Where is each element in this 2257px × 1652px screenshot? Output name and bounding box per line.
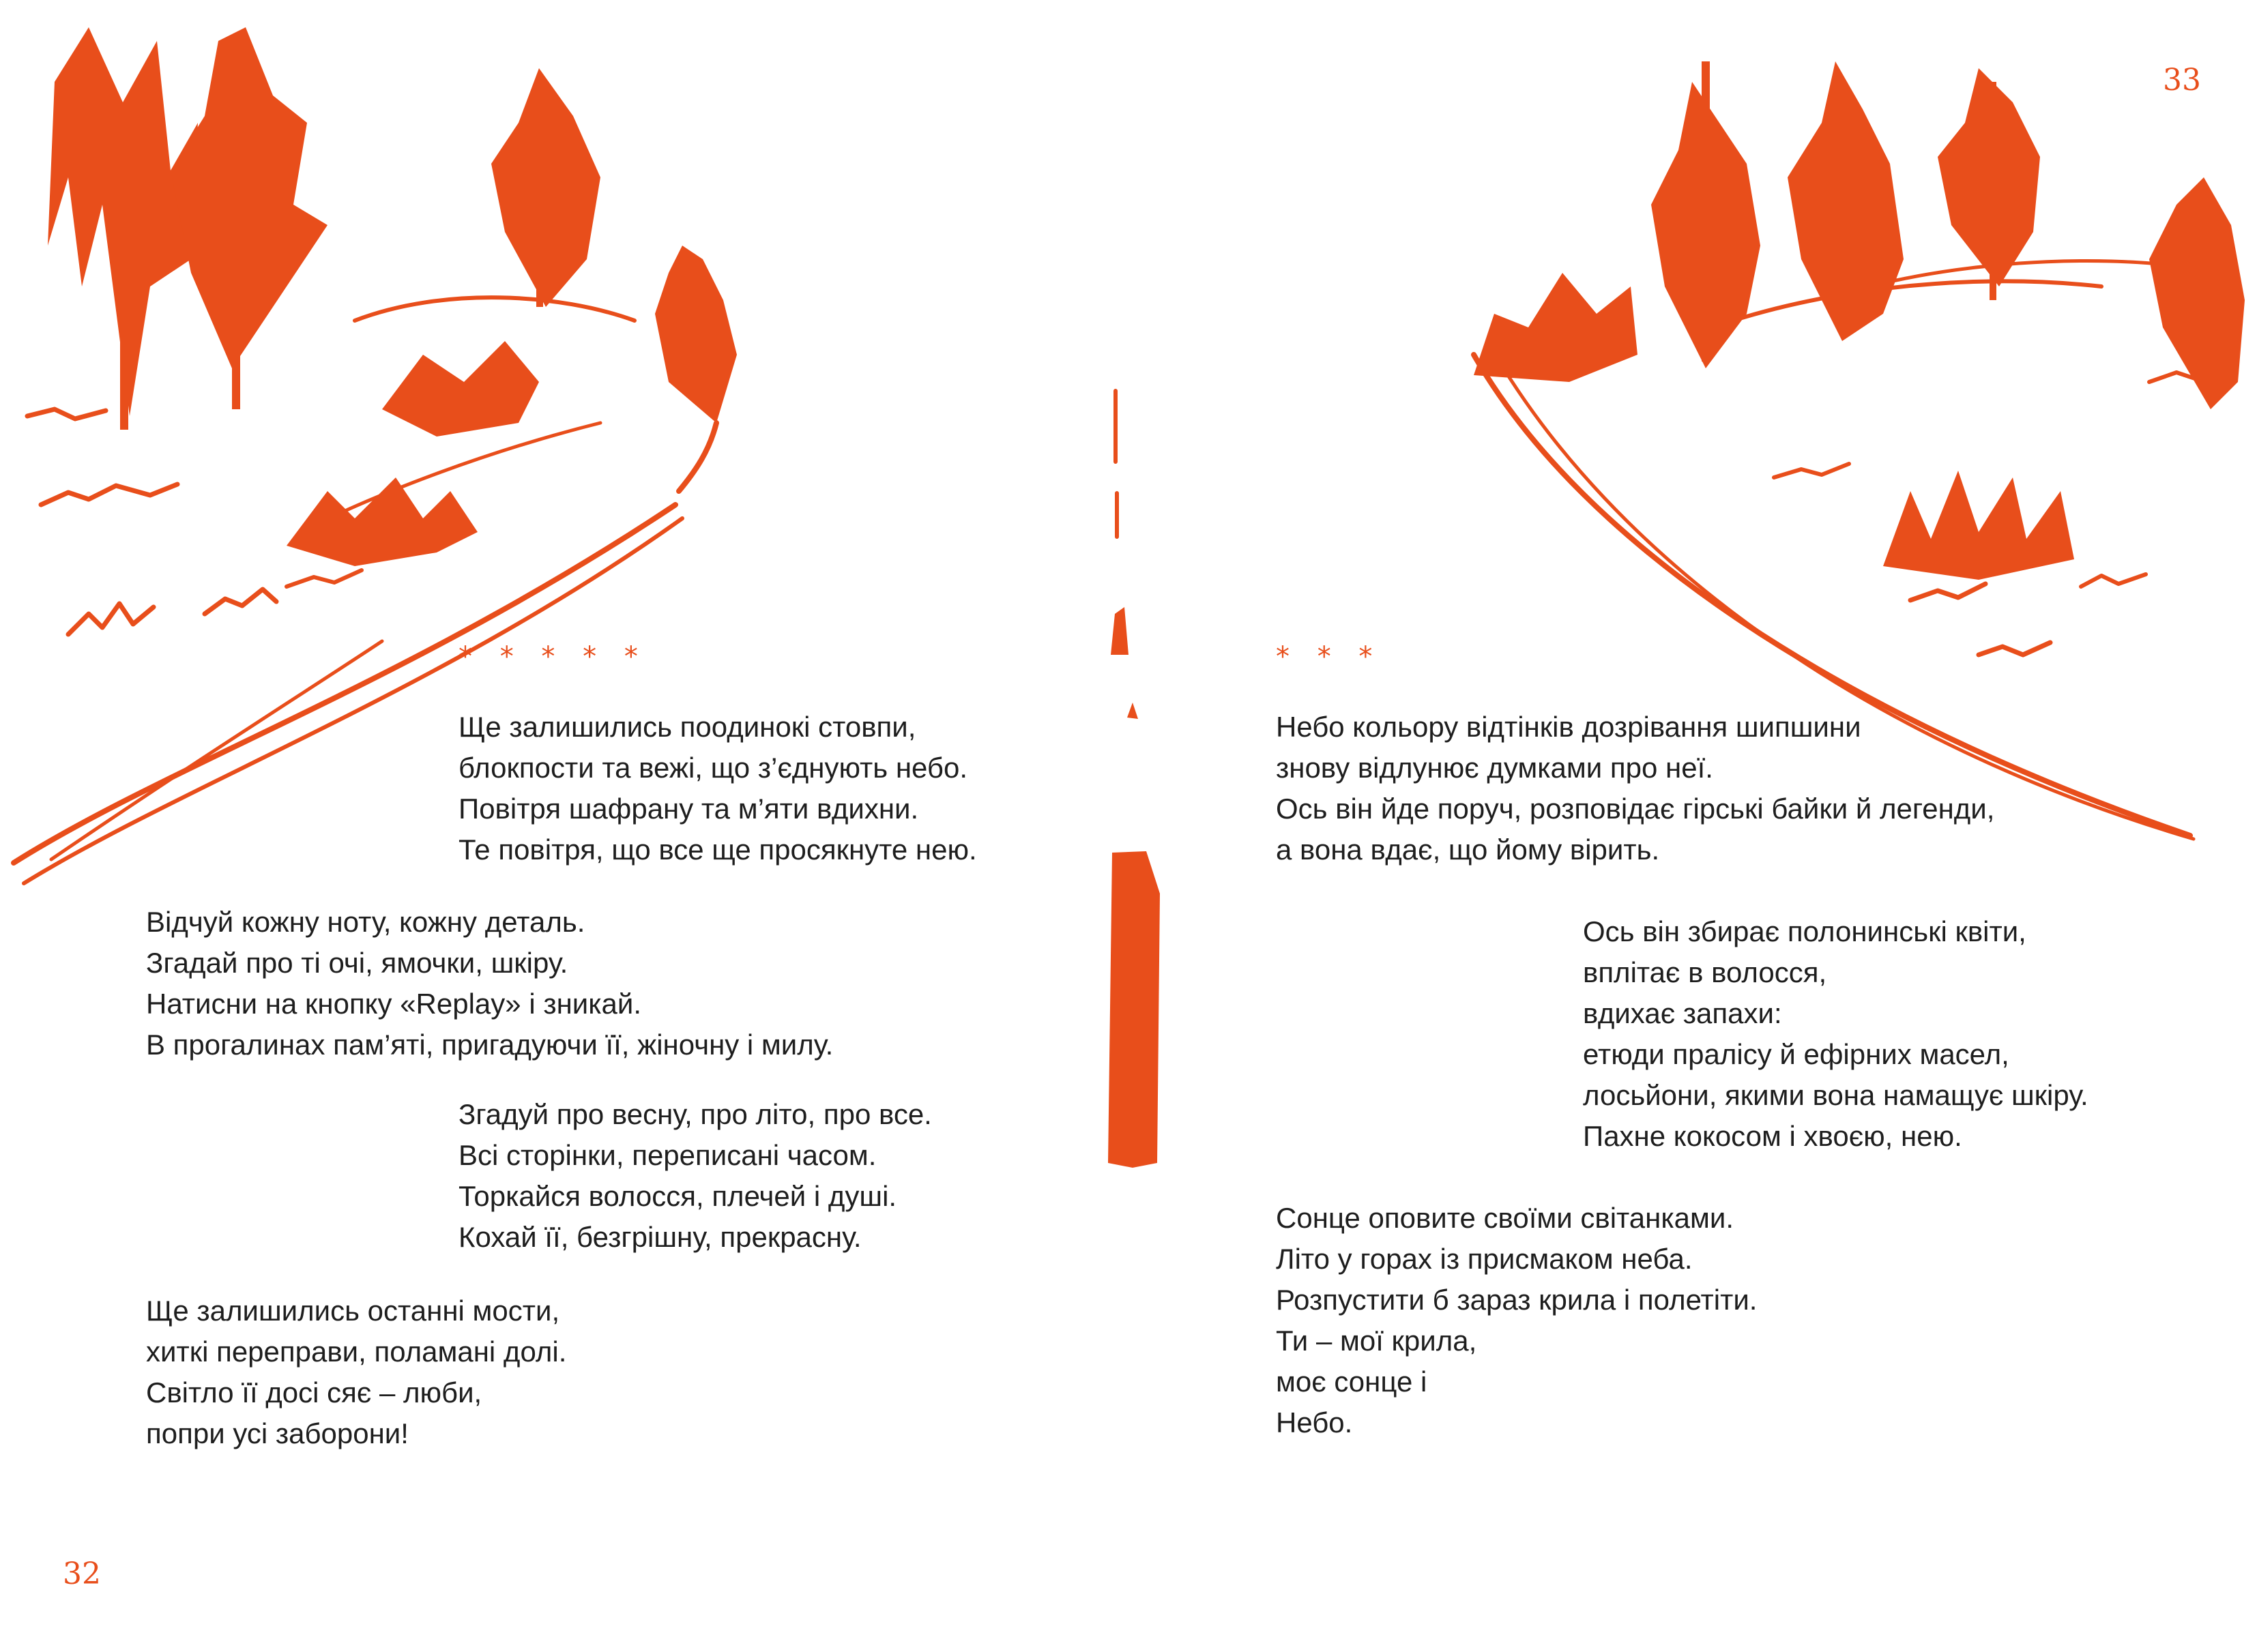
- poem-line: Кохай її, безгрішну, прекрасну.: [458, 1221, 862, 1253]
- poem-line: Повітря шафрану та м’яти вдихни.: [458, 793, 919, 825]
- poem-line: Пахне кокосом і хвоєю, нею.: [1583, 1120, 1962, 1152]
- left-stanza-4: [146, 1290, 566, 1454]
- left-hill-line-icon: [355, 297, 635, 321]
- tree-trunk-icon: [120, 205, 128, 430]
- poem-line: Світло її досі сяє – люби,: [146, 1376, 482, 1408]
- poem-line: знову відлунює думками про неї.: [1276, 752, 1713, 784]
- grass-tuft-icon: [1883, 471, 2074, 580]
- grass-stroke-icon: [205, 589, 276, 614]
- grass-stroke-icon: [287, 570, 362, 587]
- poem-line: Небо.: [1276, 1406, 1353, 1439]
- poem-line: Всі сторінки, переписані часом.: [458, 1139, 877, 1171]
- poem-line: моє сонце і: [1276, 1366, 1427, 1398]
- road-divider-mark-icon: [1113, 389, 1118, 464]
- grass-stroke-icon: [2149, 372, 2197, 382]
- bush-icon: [382, 341, 539, 437]
- poem-line: попри усі заборони!: [146, 1417, 409, 1449]
- spruce-tree-icon: [655, 246, 737, 423]
- poem-line: Ще залишились поодинокі стовпи,: [458, 711, 916, 743]
- poem-line: Сонце оповите своїми світанками.: [1276, 1202, 1734, 1234]
- pine-tree-icon: [1788, 61, 1904, 341]
- left-stanza-3: [458, 1094, 932, 1258]
- grass-stroke-icon: [1910, 584, 1985, 600]
- left-stanza-1: [458, 707, 977, 870]
- poem-line: Відчуй кожну ноту, кожну деталь.: [146, 906, 585, 938]
- poem-line: етюди пралісу й ефірних масел,: [1583, 1038, 2009, 1070]
- left-road-edge-icon: [51, 641, 382, 859]
- poem-line: Згадай про ті очі, ямочки, шкіру.: [146, 947, 568, 979]
- poem-line: Літо у горах із присмаком неба.: [1276, 1243, 1693, 1275]
- left-stanza-2: [146, 902, 833, 1065]
- grass-stroke-icon: [2081, 574, 2146, 587]
- poem-line: вплітає в волосся,: [1583, 956, 1827, 988]
- left-section-mark: * * * * *: [458, 641, 647, 673]
- tree-trunk-icon: [1990, 82, 1996, 300]
- poem-line: Ти – мої крила,: [1276, 1325, 1477, 1357]
- tree-trunk-icon: [232, 55, 240, 409]
- bush-icon: [287, 477, 478, 566]
- pine-tree-icon: [491, 68, 600, 307]
- left-path-edge-icon: [679, 423, 716, 491]
- pine-tree-icon: [1938, 68, 2040, 286]
- pine-tree-icon: [2149, 177, 2245, 409]
- right-section-mark: * * *: [1276, 641, 1382, 673]
- poem-line: В прогалинах пам’яті, пригадуючи її, жіночну і милу.: [146, 1029, 834, 1061]
- right-hill-line-icon: [1733, 281, 2101, 321]
- bush-icon: [1474, 273, 1637, 382]
- right-stanza-2: [1583, 911, 2088, 1157]
- poem-line: Згадуй про весну, про літо, про все.: [458, 1098, 932, 1130]
- right-stanza-3: [1276, 1198, 1757, 1443]
- poem-line: Натисни на кнопку «Replay» і зникай.: [146, 988, 642, 1020]
- poem-line: Ось він збирає полонинські квіти,: [1583, 915, 2026, 947]
- grass-stroke-icon: [1774, 464, 1849, 477]
- poem-line: лосьйони, якими вона намащує шкіру.: [1583, 1079, 2088, 1111]
- tree-trunk-icon: [1702, 61, 1710, 362]
- right-stanza-1: [1276, 707, 1994, 870]
- poem-line: Торкайся волосся, плечей і душі.: [458, 1180, 897, 1212]
- poem-line: хиткі переправи, поламані долі.: [146, 1336, 567, 1368]
- poem-line: Ще залишились останні мости,: [146, 1295, 560, 1327]
- poem-line: Те повітря, що все ще просякнуте нею.: [458, 834, 977, 866]
- road-divider-mark-icon: [1127, 703, 1138, 719]
- grass-stroke-icon: [1979, 643, 2050, 655]
- road-divider-mark-icon: [1111, 607, 1128, 655]
- poem-line: а вона вдає, що йому вірить.: [1276, 834, 1660, 866]
- poem-line: Розпустити б зараз крила і полетіти.: [1276, 1284, 1758, 1316]
- road-divider-mark-icon: [1108, 851, 1160, 1168]
- pine-tree-icon: [171, 27, 327, 368]
- grass-stroke-icon: [68, 604, 154, 634]
- grass-stroke-icon: [27, 409, 106, 419]
- grass-stroke-icon: [41, 484, 177, 505]
- tree-trunk-icon: [536, 89, 543, 307]
- poem-line: блокпости та вежі, що з’єднують небо.: [458, 752, 967, 784]
- road-divider-mark-icon: [1115, 491, 1119, 539]
- poem-line: Небо кольору відтінків дозрівання шипшини: [1276, 711, 1861, 743]
- poem-line: вдихає запахи:: [1583, 997, 1782, 1029]
- left-page-number: 32: [63, 1557, 101, 1591]
- right-page-number: 33: [2163, 63, 2201, 98]
- poem-line: Ось він йде поруч, розповідає гірські байки й легенди,: [1276, 793, 1995, 825]
